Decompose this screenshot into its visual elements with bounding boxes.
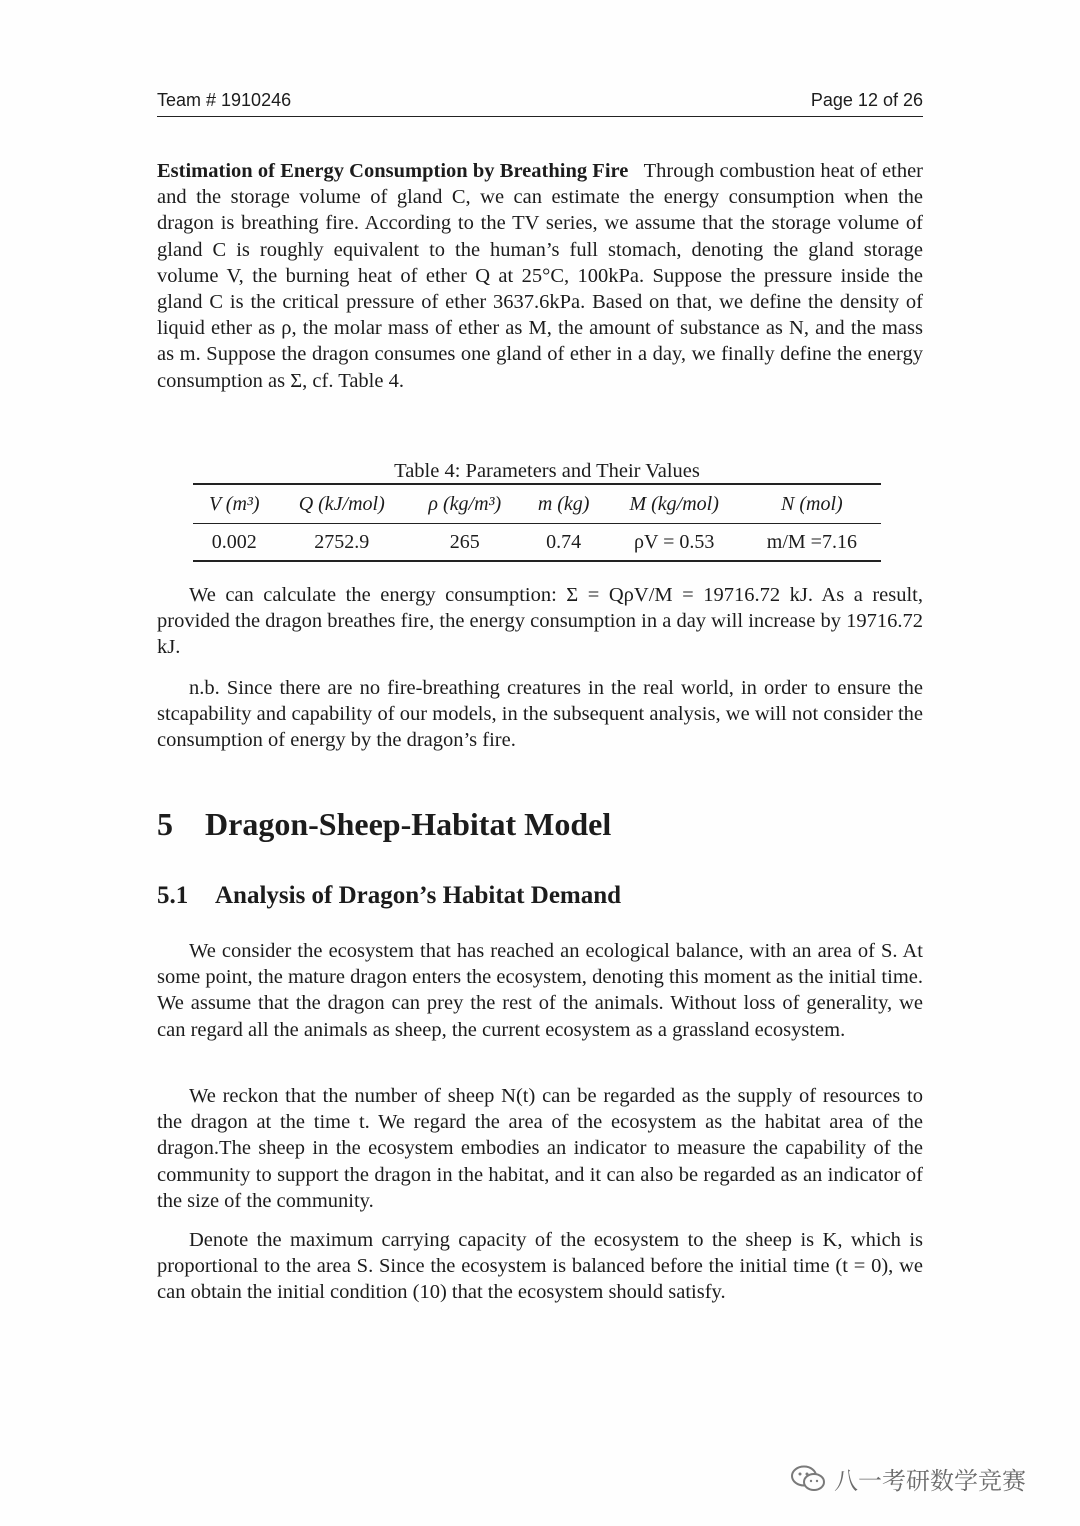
subsection-number: 5.1 — [157, 882, 189, 909]
table-header-cell: Q (kJ/mol) — [276, 484, 408, 524]
table-cell: m/M =7.16 — [766, 530, 857, 553]
wechat-icon — [790, 1464, 826, 1494]
table-header-cell: m (kg) — [522, 484, 606, 524]
table-caption: Table 4: Parameters and Their Values — [394, 460, 700, 482]
paragraph-body: Through combustion heat of ether and the storage volume of gland C, we can estimate the energy consumption when the dragon is breathing fire. According to the TV series, we assume that the storage volume of gland C is roughly equivalent to the human’s full stomach, denoting the gland storage volume V, the burning heat of ether Q at 25°C, 100kPa. Suppose the pressure inside the gland C is the critical pressure of ether 3637.6kPa. Based on that, we define the density of liquid ether as ρ, the molar mass of ether as M, the amount of substance as N, and the mass as m. Suppose the dragon consumes one gland of ether in a day, we finally define the energy consumption as Σ, cf. Table 4. — [157, 160, 923, 392]
subsection-title: Analysis of Dragon’s Habitat Demand — [215, 882, 622, 909]
parameters-table — [193, 459, 881, 562]
subsection-heading — [157, 878, 621, 914]
paragraph-energy-result: We can calculate the energy consumption: Σ = QρV/M = 19716.72 kJ. As a result, provided the dragon breathes fire, the energy consumption in a day will increase by 19716.72 kJ. — [157, 584, 923, 659]
table-cell: ρV = 0.53 — [634, 530, 715, 553]
table-header-cell: M (kg/mol) — [606, 484, 743, 524]
watermark-text: 八一考研数学竞赛 — [834, 1467, 1026, 1495]
table-cell: 265 — [449, 530, 480, 553]
paragraph-ecosystem: We consider the ecosystem that has reached an ecological balance, with an area of S. At some point, the mature dragon enters the ecosystem, denoting this moment as the initial time. We assume that the dragon can prey the rest of the animals. Without loss of generality, we can regard all the animals as sheep, the current ecosystem as a grassland ecosystem. — [157, 940, 923, 1041]
section-number: 5 — [157, 806, 173, 842]
paragraph-note: n.b. Since there are no fire-breathing creatures in the real world, in order to ensure the stcapability and capability of our models, in the subsequent analysis, we will not consider the consumption of energy by the dragon’s fire. — [157, 677, 923, 752]
table-header-cell: N (mol) — [743, 484, 881, 524]
header-rule — [157, 116, 923, 117]
table-header-cell: ρ (kg/m³) — [408, 484, 522, 524]
table-cell: 0.74 — [546, 530, 582, 553]
table-header-cell: V (m³) — [193, 484, 276, 524]
section-title: Dragon-Sheep-Habitat Model — [205, 806, 612, 842]
paragraph-energy-estimation — [157, 158, 923, 394]
table-cell: 0.002 — [211, 530, 257, 553]
table-grid — [193, 483, 881, 562]
section-heading — [157, 800, 611, 848]
table-row — [193, 524, 881, 562]
page-header — [157, 88, 923, 112]
table-header-row — [193, 484, 881, 524]
watermark — [790, 1461, 1026, 1496]
paragraph-carrying-capacity: Denote the maximum carrying capacity of the ecosystem to the sheep is K, which is proportional to the area S. Since the ecosystem is balanced before the initial time (t = 0), we can obtain the initial condition (10) that the ecosystem should satisfy. — [157, 1229, 923, 1304]
table-cell: 2752.9 — [314, 530, 370, 553]
team-number: Team # 1910246 — [157, 90, 292, 110]
paragraph-sheep-supply: We reckon that the number of sheep N(t) can be regarded as the supply of resources to the dragon at the time t. We regard the area of the ecosystem as the habitat area of the dragon.The sheep in the ecosystem embodies an indicator to measure the capability of the community to support the dragon in the habitat, and it can also be regarded as an indicator of the size of the community. — [157, 1085, 923, 1212]
paragraph-lead: Estimation of Energy Consumption by Breathing Fire — [157, 160, 629, 182]
page-number: Page 12 of 26 — [810, 90, 923, 110]
